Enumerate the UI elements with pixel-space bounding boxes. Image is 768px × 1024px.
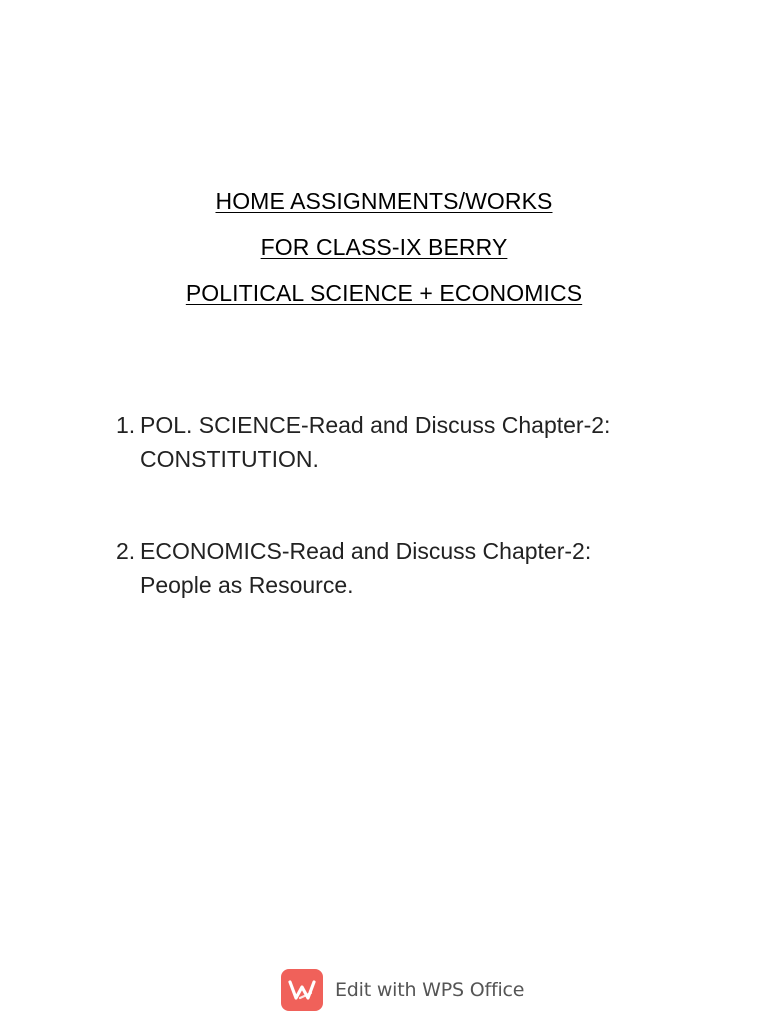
list-item-number: 1. (116, 412, 136, 438)
list-item (116, 408, 676, 476)
list-item-text-line2: People as Resource. (140, 572, 354, 598)
list-item-text-line1: ECONOMICS-Read and Discuss Chapter-2: (140, 538, 592, 564)
list-item-text-line2: CONSTITUTION. (140, 446, 319, 472)
task-list (116, 408, 676, 660)
heading-line-class: FOR CLASS-IX BERRY (260, 234, 508, 260)
wps-office-icon (281, 969, 323, 1011)
list-item-text-line1: POL. SCIENCE-Read and Discuss Chapter-2: (140, 412, 611, 438)
list-item-number: 2. (116, 538, 136, 564)
edit-with-wps-badge[interactable] (281, 969, 524, 1011)
edit-with-wps-label: Edit with WPS Office (335, 979, 525, 1001)
document-heading (0, 178, 768, 316)
heading-line-title: HOME ASSIGNMENTS/WORKS (215, 188, 553, 214)
heading-line-subjects: POLITICAL SCIENCE + ECONOMICS (185, 280, 583, 306)
list-item (116, 534, 676, 602)
